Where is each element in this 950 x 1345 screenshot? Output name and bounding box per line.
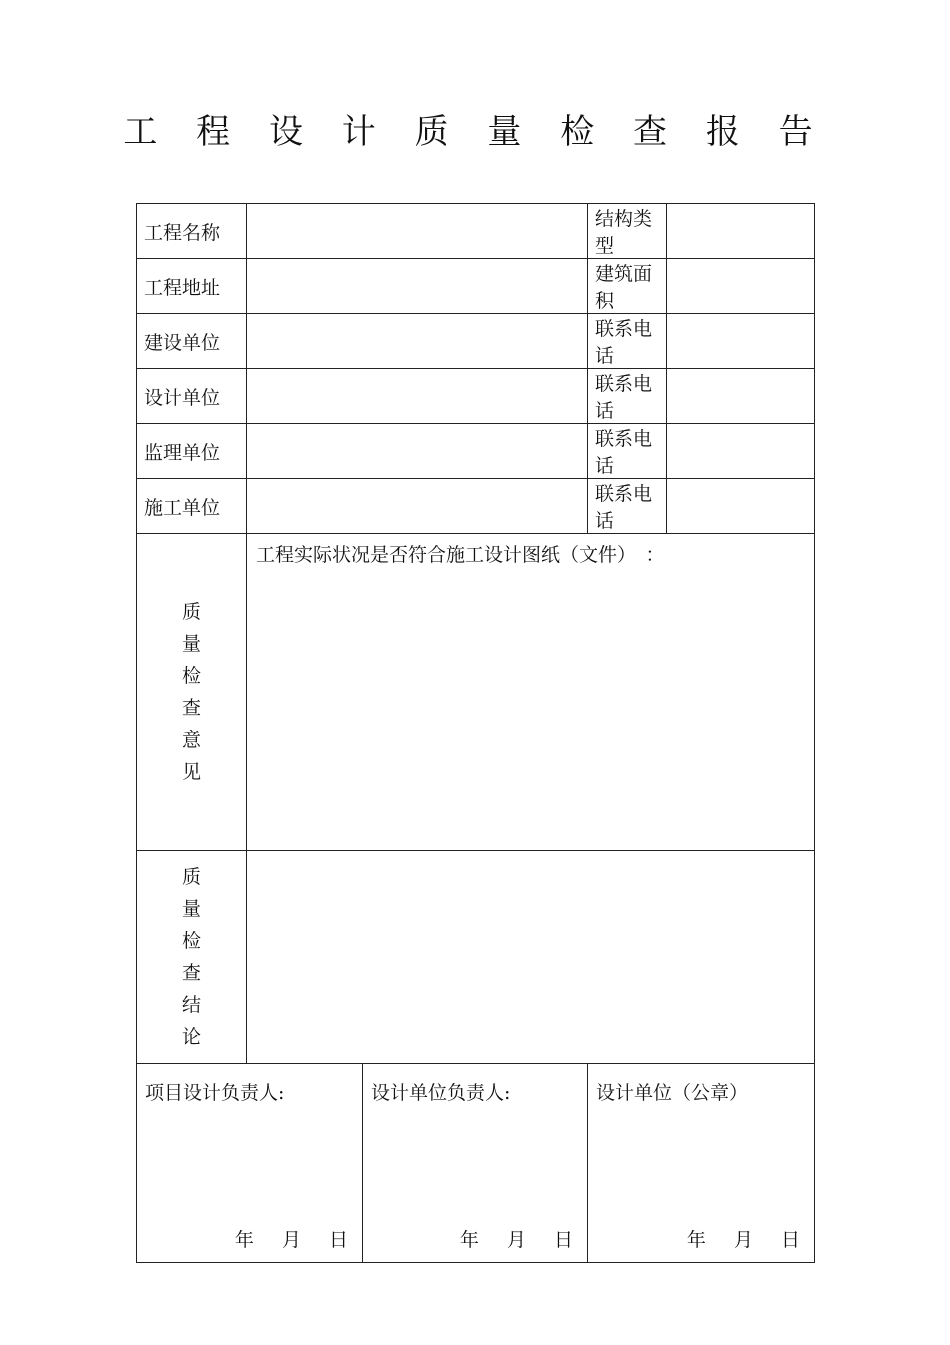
form-row-inspection-conclusion [137,851,815,1064]
signature-label: 设计单位负责人: [371,1082,511,1104]
label-project-name: 工程名称 [137,204,247,259]
signature-design-unit-seal[interactable] [588,1064,815,1263]
field-structure-type[interactable] [667,204,815,259]
inspection-form-table [136,203,815,1263]
label-char: 意 [181,729,201,751]
page-title: 工 程 设 计 质 量 检 查 报 告 [123,112,827,152]
field-project-name[interactable] [247,204,588,259]
form-row-project-name [137,204,815,259]
field-design-phone[interactable] [667,369,815,424]
form-row-signatures [137,1064,815,1263]
signature-label: 项目设计负责人: [145,1082,285,1104]
label-owner-phone: 联系电话 [588,314,667,369]
signature-date: 年 月 日 [459,1229,574,1251]
field-supervision-unit[interactable] [247,424,588,479]
signature-design-unit-lead[interactable] [363,1064,588,1263]
label-project-address: 工程地址 [137,259,247,314]
label-char: 论 [181,1026,201,1048]
label-design-phone: 联系电话 [588,369,667,424]
label-char: 检 [181,930,201,952]
field-building-area[interactable] [667,259,815,314]
signature-label: 设计单位（公章） [596,1082,749,1104]
field-construction-owner[interactable] [247,314,588,369]
form-row-project-address [137,259,815,314]
label-char: 见 [181,761,201,783]
signature-date: 年 月 日 [234,1229,348,1251]
field-contractor[interactable] [247,479,588,534]
form-row-inspection-opinion [137,534,815,851]
label-char: 检 [181,665,201,687]
field-contractor-phone[interactable] [667,479,815,534]
label-design-unit: 设计单位 [137,369,247,424]
form-row-supervision-unit [137,424,815,479]
form-row-construction-owner [137,314,815,369]
label-char: 量 [181,898,201,920]
label-char: 结 [181,994,201,1016]
form-row-contractor [137,479,815,534]
field-inspection-conclusion[interactable] [247,851,815,1064]
field-inspection-opinion[interactable] [247,534,815,851]
label-contractor-phone: 联系电话 [588,479,667,534]
label-char: 查 [181,962,201,984]
label-char: 质 [181,866,201,888]
label-structure-type: 结构类型 [588,204,667,259]
label-supervision-unit: 监理单位 [137,424,247,479]
signature-date: 年 月 日 [686,1229,801,1251]
form-row-design-unit [137,369,815,424]
label-inspection-opinion [137,534,247,851]
label-contractor: 施工单位 [137,479,247,534]
opinion-prompt: 工程实际状况是否符合施工设计图纸（文件） ： [256,544,665,566]
field-project-address[interactable] [247,259,588,314]
field-supervision-phone[interactable] [667,424,815,479]
label-char: 质 [181,601,201,623]
label-supervision-phone: 联系电话 [588,424,667,479]
label-char: 查 [181,697,201,719]
field-owner-phone[interactable] [667,314,815,369]
field-design-unit[interactable] [247,369,588,424]
signature-project-design-lead[interactable] [137,1064,363,1263]
label-char: 量 [181,633,201,655]
label-inspection-conclusion [137,851,247,1064]
label-construction-owner: 建设单位 [137,314,247,369]
label-building-area: 建筑面积 [588,259,667,314]
